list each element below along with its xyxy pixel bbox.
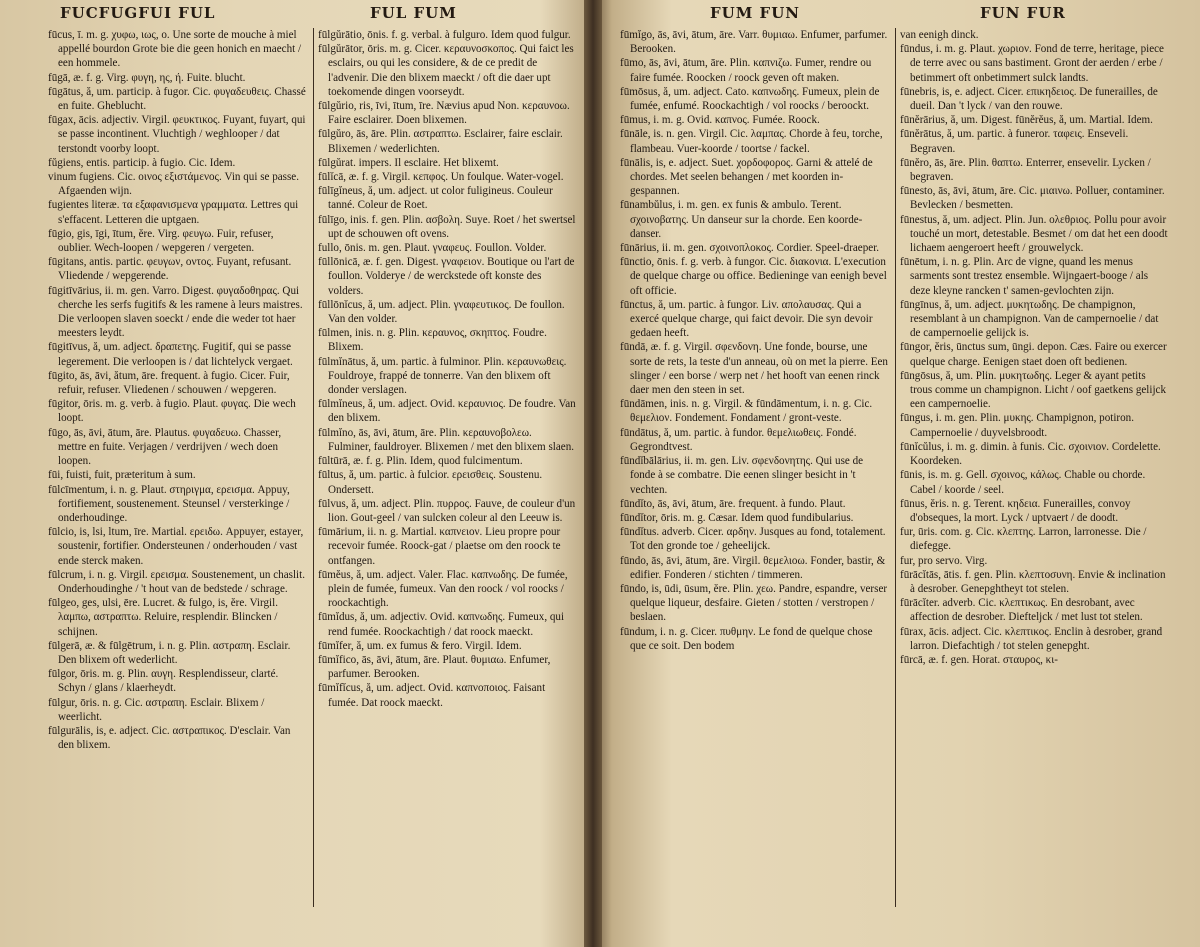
column-rule-right [895, 28, 896, 907]
column-3 [620, 28, 888, 937]
dictionary-entry: fūnĕro, ās, āre. Plin. θαπτω. Enterrer, ensevelir. Lycken / begraven. [900, 156, 1151, 184]
dictionary-entry: fūndĭbālārius, ii. m. gen. Liv. σφενδονητης. Qui use de fonde à se combatre. Die eenen slinger besicht in 't vechten. [620, 455, 864, 496]
dictionary-entry: fūndāmen, inis. n. g. Virgil. & fūndāmentum, i. n. g. Cic. θεμελιον. Fondement. Fondament / gront-veste. [620, 398, 873, 425]
dictionary-entry: fūlmĭneus, ă, um. adject. Ovid. κεραυνιος. De foudre. Van den blixem. [318, 398, 576, 425]
dictionary-entry: fūndo, is, ūdi, ūsum, ĕre. Plin. χεω. Pandre, espandre, verser quelque liqueur, desfaire. Gieten / stotten / verstropen / beslaen. [620, 582, 888, 624]
dictionary-entry: fūcus, ī. m. g. χυφω, ιως, ο. Une sorte de mouche à miel appellé bourdon Grote bie die geen honich en maecht / een hommele. [48, 29, 302, 70]
dictionary-entry: fūgo, ās, āvi, ātum, āre. Plautus. φυγαδευω. Chasser, mettre en fuite. Verjagen / verdrijven / wech doen loopen. [48, 426, 282, 468]
dictionary-entry: fūnārius, ii. m. gen. σχοινοπλοκος. Cordier. Speel-draeper. [620, 242, 880, 255]
dictionary-entry: fūgā, æ. f. g. Virg. φυγη, ης, ή. Fuite. blucht. [48, 71, 246, 84]
dictionary-entry: fūnebris, is, e. adject. Cicer. επικηδειος. De funerailles, de dueil. Dan 't lyck / van den rouwe. [900, 85, 1158, 113]
dictionary-entry: fūlgerā, æ. & fūlgētrum, i. n. g. Plin. αστραπη. Esclair. Den blixem oft wederlicht. [48, 639, 291, 666]
dictionary-entry: fūlcrum, i. n. g. Virgil. ερεισμα. Soustenement, un chaslit. Onderhoudinghe / 't hout van de bedstede / schrage. [48, 568, 305, 595]
dictionary-entry: fūnĕrātus, ă, um. partic. à funeror. ταφεις. Enseveli. Begraven. [900, 128, 1129, 155]
dictionary-entry: fūgitans, antis. partic. φευγων, οντος. Fuyant, refusant. Vliedende / wepgerende. [48, 256, 292, 283]
running-head-left: FUCFUGFUI FUL [60, 4, 216, 22]
dictionary-entry: fūndus, i. m. g. Plaut. χωριον. Fond de terre, heritage, piece de terre avec ou sans bastiment. Gront der aerden / erbe / betimmert oft onbetimmert sulck landts. [900, 43, 1164, 84]
dictionary-entry: fūmĭgo, ās, āvi, ātum, āre. Varr. θυμιαω. Enfumer, parfumer. Berooken. [620, 29, 888, 56]
dictionary-entry: fūlgŭro, ās, āre. Plin. αστραπτω. Esclairer, faire esclair. Blixemen / wederlichten. [318, 128, 563, 155]
dictionary-entry: fūlvus, ă, um. adject. Plin. πυρρος. Fauve, de couleur d'un lion. Gout-geel / van sulcken coleur al den Leeuw is. [318, 497, 576, 524]
dictionary-entry: fūltūrā, æ. f. g. Plin. Idem, quod fulcimentum. [318, 455, 523, 468]
dictionary-entry: fūndātus, ă, um. partic. à fundor. θεμελιωθεις. Fondé. Gegrondtvest. [620, 426, 857, 453]
dictionary-entry: fūgito, ās, āvi, ătum, āre. frequent. à fugio. Cicer. Fuir, refuir, refuser. Vliedenen / schouwen / wepgeren. [48, 369, 290, 397]
dictionary-entry: fūnctus, ă, um. partic. à fungor. Liv. απολαυσας. Qui a exercé quelque charge, qui faict devoir. Die syn devoir gedaen heeft. [620, 298, 873, 340]
dictionary-entry: fūnambŭlus, i. m. gen. ex funis & ambulo. Terent. σχοινοβατης. Un danseur sur la chorde. Een koorde-danser. [620, 199, 863, 240]
dictionary-entry: fūrcā, æ. f. gen. Horat. σταυρος, κι- [900, 653, 1058, 666]
running-head-left-2: FUL FUM [370, 4, 457, 22]
dictionary-entry: fūndo, ās, āvi, ātum, āre. Virgil. θεμελιοω. Fonder, bastir, & edifier. Fonderen / stichten / timmeren. [620, 554, 886, 581]
dictionary-entry: fūlīgĭneus, ă, um. adject. ut color fuligineus. Couleur tanné. Coleur de Roet. [318, 185, 553, 212]
dictionary-entry: fūmĭfĭcus, ă, um. adject. Ovid. καπνοποιος. Faisant fumée. Dat roock maeckt. [318, 682, 546, 709]
column-4 [900, 28, 1168, 937]
dictionary-entry: fūltus, ă, um. partic. à fulcior. ερεισθεις. Soustenu. Ondersett. [318, 469, 543, 496]
dictionary-entry: fūgax, ācis. adjectiv. Virgil. φευκτικος. Fuyant, fuyart, qui se passe incontinent. Vluchtigh / weghlooper / dat terstondt voorby loopt. [48, 114, 306, 155]
running-head-right-2: FUN FUR [980, 4, 1066, 22]
dictionary-entry: fūmĭfico, ās, āvi, ātum, āre. Plaut. θυμιαω. Enfumer, parfumer. Berooken. [318, 653, 551, 681]
column-1 [48, 28, 308, 937]
running-head-right: FUM FUN [710, 4, 800, 22]
dictionary-entry: fūgitīvārius, ii. m. gen. Varro. Digest. φυγαδοθηρας. Qui cherche les serfs fugitifs & les ramene à leurs maistres. Die verloopen slaven soeckt / ende die weder tot haer meesters leydt. [48, 284, 303, 340]
dictionary-entry: fūmo, ās, āvi, ātum, āre. Plin. καπνιζω. Fumer, rendre ou faire fumée. Roocken / roock geven oft maken. [620, 57, 872, 84]
dictionary-entry: fūndā, æ. f. g. Virgil. σφενδονη. Une fonde, bourse, une sorte de rets, la teste d'un anneau, où on met la pierre. Een slinger / een borse / werp net / het hooft van eenen rinck daer men den steen in set. [620, 341, 888, 397]
dictionary-entry: fūndĭtus. adverb. Cicer. αρδην. Jusques au fond, totalement. Tot den gronde toe / geheelijck. [620, 526, 886, 553]
dictionary-entry: fūngōsus, ă, um. Plin. μυκητωδης. Leger & ayant petits trous comme un champignon. Licht / oof gaetkens gelijck een campernoelie. [900, 369, 1167, 411]
dictionary-entry: fūmus, i. m. g. Ovid. καπνος. Fumée. Roock. [620, 114, 820, 127]
dictionary-entry: fur, ūris. com. g. Cic. κλεπτης. Larron, larronesse. Die / diefegge. [900, 526, 1147, 553]
dictionary-entry: fūnĭcŭlus, i. m. g. dimin. à funis. Cic. σχοινιον. Cordelette. Koordeken. [900, 440, 1161, 468]
dictionary-entry: fūmōsus, ă, um. adject. Cato. καπνωδης. Fumeux, plein de fumée, enfumé. Roockachtigh / vol roocks / beroockt. [620, 85, 880, 113]
dictionary-entry: fūmĕus, ă, um. adject. Valer. Flac. καπνωδης. De fumée, plein de fumée, fumeux. Van den roock / vol roocks / roockachtigh. [318, 568, 568, 610]
dictionary-entry: fūgio, gis, īgi, ītum, ĕre. Virg. φευγω. Fuir, refuser, oublier. Wech-loopen / wepgeren / vergeten. [48, 227, 274, 255]
dictionary-entry: fūllōnĭcus, ă, um. adject. Plin. γναφευτικος. De foullon. Van den volder. [318, 298, 565, 326]
dictionary-entry: fūnālis, is, e. adject. Suet. χορδοφορος. Garni & attelé de chordes. Met seelen behangen / met koorden in-gespannen. [620, 156, 873, 198]
dictionary-entry: vinum fugiens. Cic. οινος εξιστάμενος. Vin qui se passe. Afgaenden wijn. [48, 171, 300, 198]
dictionary-entry: fūrācĭtās, ātis. f. gen. Plin. κλεπτοσυνη. Envie & inclination à desrober. Genepghtheyt tot stelen. [900, 568, 1166, 595]
dictionary-entry: fūgitor, ōris. m. g. verb. à fugio. Plaut. φυγας. Die wech loopt. [48, 398, 296, 425]
column-rule [313, 28, 314, 907]
dictionary-entry: fūngīnus, ă, um. adject. μυκητωδης. De champignon, resemblant à un champignon. Van de campernoelie / dat de campernoelie gelijck is. [900, 298, 1159, 340]
dictionary-entry: fūlcio, is, lsi, ltum, īre. Martial. ερειδω. Appuyer, estayer, soustenir, fortifier. Ondersteunen / onderhouden / vast ende sterck maken. [48, 526, 304, 567]
dictionary-entry: fūngor, ĕris, ūnctus sum, ūngi. depon. Cæs. Faire ou exercer quelque charge. Eenigen staet doen oft bedienen. [900, 341, 1167, 368]
dictionary-entry: fūlĭcā, æ. f. g. Virgil. κεπφος. Un foulque. Water-vogel. [318, 171, 564, 184]
dictionary-entry: fūlgur, ōris. n. g. Cic. αστραπη. Esclair. Blixem / weerlicht. [48, 696, 265, 723]
dictionary-entry: fūi, fuisti, fuit, præteritum à sum. [48, 469, 196, 482]
dictionary-entry: fūnesto, ās, āvi, ātum, āre. Cic. μιαινω. Polluer, contaminer. Bevlecken / besmetten. [900, 185, 1165, 212]
dictionary-entry: fūlgŭrio, ris, īvi, ītum, īre. Nævius apud Non. κεραυνοω. Faire esclairer. Doen blixemen. [318, 100, 570, 127]
dictionary-entry: fūngus, i. m. gen. Plin. μυκης. Champignon, potiron. Campernoelie / duyvelsbroodt. [900, 412, 1134, 439]
dictionary-entry: fūgitīvus, ă, um. adject. δραπετης. Fugitif, qui se passe legerement. Die verloopen is / dat lichtelyck vergaet. [48, 341, 293, 368]
dictionary-entry: fŭgiens, entis. particip. à fugio. Cic. Idem. [48, 156, 236, 169]
dictionary-entry: fūlgor, ōris. m. g. Plin. αυγη. Resplendisseur, clarté. Schyn / glans / klaerheydt. [48, 668, 279, 695]
dictionary-entry: fūlgŭrat. impers. Il esclaire. Het blixemt. [318, 156, 499, 169]
dictionary-entry: fūgātus, ă, um. particip. à fugor. Cic. φυγαδευθεις. Chassé en fuite. Gheblucht. [48, 85, 306, 113]
dictionary-entry: van eenigh dinck. [900, 29, 979, 41]
dictionary-entry: fūlgeo, ges, ulsi, ēre. Lucret. & fulgo, is, ĕre. Virgil. λαμπω, αστραπτω. Reluire, resplendir. Blincken / schijnen. [48, 597, 278, 638]
dictionary-entry: fūnētum, i. n. g. Plin. Arc de vigne, quand les menus sarments sont trestez ensemble. Wijngaert-booge / als deze kleyne rancken t' samen-gevlochten zijn. [900, 256, 1149, 297]
dictionary-entry: fūmĭdus, ă, um. adjectiv. Ovid. καπνωδης. Fumeux, qui rend fumée. Roockachtigh / dat roock maeckt. [318, 611, 565, 638]
dictionary-entry: fūnĕrārius, ă, um. Digest. fūnĕrĕus, ă, um. Martial. Idem. [900, 114, 1153, 127]
dictionary-entry: fūlcīmentum, i. n. g. Plaut. στηριγμα, ερεισμα. Appuy, fortifiement, soustenement. Steunsel / versterkinge / onderhoudinge. [48, 483, 290, 524]
column-2 [318, 28, 576, 937]
dictionary-entry: fūnis, is. m. g. Gell. σχοινος, κάλως. Chable ou chorde. Cabel / koorde / seel. [900, 469, 1146, 496]
dictionary-entry: fūlmen, inis. n. g. Plin. κεραυνος, σκηπτος. Foudre. Blixem. [318, 327, 547, 354]
dictionary-entry: fūmĭfer, ă, um. ex fumus & fero. Virgil. Idem. [318, 639, 522, 652]
dictionary-entry: fūnctio, ōnis. f. g. verb. à fungor. Cic. διακονια. L'execution de quelque charge ou office. Bedieninge van eenigh bevel oft officie. [620, 256, 887, 297]
dictionary-entry: fūlīgo, inis. f. gen. Plin. ασβολη. Suye. Roet / het swertsel upt de schouwen oft ovens. [318, 213, 576, 240]
dictionary-entry: fūrācĭter. adverb. Cic. κλεπτικως. En desrobant, avec affection de desrober. Diefteljck / met lust tot stelen. [900, 597, 1143, 624]
dictionary-entry: fūlgŭrātor, ōris. m. g. Cicer. κεραυνοσκοπος. Qui faict les esclairs, ou qui les considere, & de ce predit de l'advenir. Die den blixem maeckt / oft die daer upt toekomende dingen voorseydt. [318, 43, 574, 98]
dictionary-entry: fūlmĭnātus, ă, um. partic. à fulminor. Plin. κεραυνωθεις. Fouldroye, frappé de tonnerre. Van den blixem oft donder verslagen. [318, 355, 567, 397]
dictionary-entry: fūndum, i. n. g. Cicer. πυθμην. Le fond de quelque chose que ce soit. Den bodem [620, 625, 873, 652]
dictionary-entry: fullo, ōnis. m. gen. Plaut. γναφευς. Foullon. Volder. [318, 242, 547, 255]
dictionary-entry: fūmārium, ii. n. g. Martial. καπνειον. Lieu propre pour recevoir fumée. Roock-gat / plaetse om den roock te ontfangen. [318, 526, 561, 567]
dictionary-entry: fūllōnicā, æ. f. gen. Digest. γναφειον. Boutique ou l'art de foullon. Volderye / de werckstede oft konste des volders. [318, 256, 575, 297]
left-page [0, 0, 585, 947]
dictionary-entry: fūlgurālis, is, e. adject. Cic. αστραπικος. D'esclair. Van den blixem. [48, 724, 291, 752]
dictionary-entry: fūnestus, ă, um. adject. Plin. Jun. ολεθριος. Pollu pour avoir touché un mort, detestable. Besmet / om dat het een doodt lichaem aengeroert heeft / grouwelyck. [900, 213, 1168, 255]
dictionary-entry: fūrax, ācis. adject. Cic. κλεπτικος. Enclin à desrober, grand larron. Diefachtigh / tot stelen genepght. [900, 625, 1163, 652]
right-page [600, 0, 1200, 947]
dictionary-entry: fūnus, ĕris. n. g. Terent. κηδεια. Funerailles, convoy d'obseques, la mort. Lyck / uptvaert / de doodt. [900, 497, 1131, 524]
dictionary-entry: fūnāle, is. n. gen. Virgil. Cic. λαμπας. Chorde à feu, torche, flambeau. Vuer-koorde / toortse / fackel. [620, 128, 883, 155]
dictionary-entry: fūlmĭno, ās, āvi, ātum, āre. Plin. κεραυνοβολεω. Fulminer, fauldroyer. Blixemen / met den blixem slaen. [318, 426, 575, 453]
dictionary-entry: fur, pro servo. Virg. [900, 554, 988, 567]
dictionary-entry: fūndĭto, ās, āvi, ātum, āre. frequent. à fundo. Plaut. [620, 497, 846, 510]
dictionary-entry: fūndĭtor, ōris. m. g. Cæsar. Idem quod fundibularius. [620, 511, 854, 524]
dictionary-entry: fugientes literæ. τα εξαφανισμενα γραμματα. Lettres qui s'effacent. Letteren die uptgaen. [48, 199, 299, 226]
dictionary-entry: fūlgŭrātio, ōnis. f. g. verbal. à fulguro. Idem quod fulgur. [318, 29, 571, 41]
